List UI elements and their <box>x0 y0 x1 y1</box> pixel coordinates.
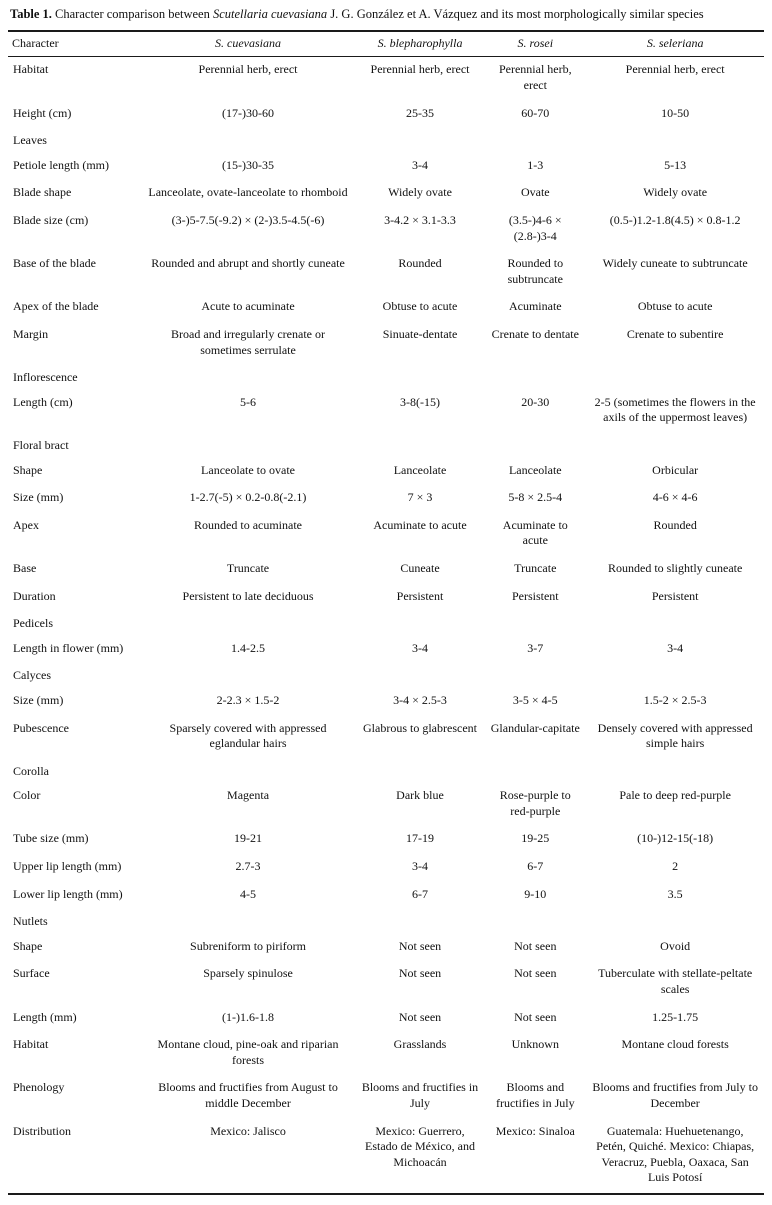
value-cell: Not seen <box>398 1009 442 1024</box>
value-cell: Rounded <box>398 256 442 271</box>
value-cell <box>484 909 586 934</box>
value-cell: (17-)30-60 <box>222 105 275 120</box>
value-cell: Sparsely spinulose <box>203 966 293 981</box>
table-row <box>8 961 764 1004</box>
table-row <box>8 294 764 322</box>
value-cell: Perennial herb, erect <box>625 62 725 77</box>
value-cell: Perennial herb, erect <box>498 62 572 93</box>
character-cell: Size (mm) <box>13 490 64 505</box>
table-row <box>8 101 764 129</box>
section-label-cell: Inflorescence <box>13 370 78 385</box>
value-cell: Acuminate to acute <box>373 517 467 532</box>
value-cell: 10-50 <box>661 105 690 120</box>
caption-text-after: J. G. González et A. Vázquez and its most morphologically similar species <box>327 7 704 21</box>
table-row <box>8 826 764 854</box>
table-row <box>8 485 764 513</box>
character-cell: Height (cm) <box>13 105 72 120</box>
value-cell: Pale to deep red-purple <box>619 788 731 803</box>
character-cell: Distribution <box>13 1123 72 1138</box>
value-cell: 3-4 × 2.5-3 <box>393 692 447 707</box>
value-cell: 4-6 × 4-6 <box>652 490 698 505</box>
table-caption <box>10 6 764 23</box>
table-row <box>8 153 764 181</box>
value-cell: 3.5 <box>667 886 683 901</box>
value-cell: 2 <box>672 859 679 874</box>
table-row <box>8 854 764 882</box>
value-cell: 1-2.7(-5) × 0.2-0.8(-2.1) <box>189 490 307 505</box>
value-cell: 7 × 3 <box>407 490 433 505</box>
header-species-seleriana: S. seleriana <box>586 31 764 57</box>
character-cell: Blade shape <box>13 185 72 200</box>
value-cell: 5-6 <box>240 394 257 409</box>
value-cell <box>356 759 485 784</box>
value-cell <box>586 128 764 153</box>
value-cell: Guatemala: Huehuetenango, Petén, Quiché. Mexico: Chiapas, Veracruz, Puebla, Oaxaca, San Luis Potosí <box>596 1123 755 1185</box>
value-cell: Not seen <box>398 938 442 953</box>
value-cell: 3-5 × 4-5 <box>512 692 558 707</box>
table-row <box>8 390 764 433</box>
value-cell <box>586 365 764 390</box>
value-cell: 3-4 <box>412 640 428 655</box>
character-cell: Tube size (mm) <box>13 831 89 846</box>
character-cell: Pubescence <box>13 720 69 735</box>
section-row <box>8 663 764 688</box>
value-cell: Crenate to dentate <box>491 327 579 341</box>
value-cell: Montane cloud, pine-oak and riparian forests <box>157 1037 339 1067</box>
character-cell: Apex of the blade <box>13 299 99 314</box>
value-cell: Subreniform to piriform <box>190 938 307 953</box>
comparison-table <box>8 30 764 1195</box>
table-row <box>8 556 764 584</box>
value-cell: Ovate <box>520 185 550 200</box>
table-row <box>8 251 764 294</box>
value-cell: Cuneate <box>400 560 440 575</box>
value-cell: Obtuse to acute <box>382 299 458 314</box>
character-cell: Surface <box>13 966 50 981</box>
table-body <box>8 57 764 1194</box>
value-cell: Mexico: Guerrero, Estado de México, and Michoacán <box>365 1123 475 1169</box>
section-label-cell: Leaves <box>13 133 47 148</box>
section-label-cell: Calyces <box>13 668 51 683</box>
value-cell: 3-4 <box>412 157 428 172</box>
character-cell: Color <box>13 788 41 803</box>
value-cell: Sparsely covered with appressed eglandular hairs <box>169 720 327 751</box>
value-cell: 6-7 <box>527 859 544 874</box>
value-cell: Not seen <box>514 938 557 953</box>
value-cell <box>586 433 764 458</box>
value-cell <box>140 365 355 390</box>
section-row <box>8 128 764 153</box>
caption-table-label: Table 1. <box>10 7 52 21</box>
value-cell: 3-4 <box>667 640 684 655</box>
table-row <box>8 716 764 759</box>
character-cell: Duration <box>13 588 56 603</box>
section-label-cell: Pedicels <box>13 616 53 631</box>
value-cell: Lanceolate to ovate <box>201 462 295 477</box>
value-cell: (1-)1.6-1.8 <box>222 1009 275 1024</box>
value-cell: 17-19 <box>406 831 434 846</box>
value-cell: Densely covered with appressed simple hairs <box>597 720 753 751</box>
character-cell: Upper lip length (mm) <box>13 859 122 874</box>
value-cell: Obtuse to acute <box>637 299 713 314</box>
value-cell: Montane cloud forests <box>621 1037 729 1052</box>
table-row <box>8 1032 764 1075</box>
value-cell: Acute to acuminate <box>201 299 295 314</box>
value-cell: 5-13 <box>664 157 687 172</box>
value-cell: 6-7 <box>412 886 428 901</box>
character-cell: Margin <box>13 327 49 341</box>
value-cell <box>356 365 485 390</box>
value-cell <box>356 128 485 153</box>
value-cell: (3.5-)4-6 × (2.8-)3-4 <box>508 213 562 243</box>
value-cell <box>140 433 355 458</box>
section-row <box>8 433 764 458</box>
header-row <box>8 31 764 57</box>
value-cell: Dark blue <box>396 788 444 803</box>
value-cell: Rounded to slightly cuneate <box>608 560 743 575</box>
value-cell: Acuminate <box>508 299 562 314</box>
value-cell <box>140 759 355 784</box>
value-cell <box>484 433 586 458</box>
character-cell: Size (mm) <box>13 692 64 707</box>
value-cell <box>586 663 764 688</box>
section-row <box>8 909 764 934</box>
value-cell: Glabrous to glabrescent <box>363 720 477 735</box>
header-character: Character <box>8 31 140 57</box>
value-cell: Perennial herb, erect <box>198 62 298 77</box>
section-label-cell: Nutlets <box>13 914 48 929</box>
value-cell: Lanceolate <box>508 462 562 477</box>
value-cell <box>484 663 586 688</box>
value-cell: Tuberculate with stellate-peltate scales <box>598 966 753 997</box>
section-label-cell: Floral bract <box>13 437 69 452</box>
value-cell: (3-)5-7.5(-9.2) × (2-)3.5-4.5(-6) <box>171 213 325 228</box>
header-species-rosei: S. rosei <box>484 31 586 57</box>
value-cell: Blooms and fructifies in July <box>361 1080 479 1110</box>
section-row <box>8 365 764 390</box>
table-row <box>8 1075 764 1118</box>
value-cell: Not seen <box>514 966 557 981</box>
section-label-cell: Corolla <box>13 763 49 778</box>
value-cell: 1.5-2 × 2.5-3 <box>643 692 707 707</box>
value-cell: Not seen <box>514 1009 557 1024</box>
value-cell: Persistent to late deciduous <box>182 588 314 603</box>
value-cell: Widely ovate <box>388 185 452 200</box>
value-cell: 4-5 <box>240 886 257 901</box>
value-cell: 3-4 <box>412 859 428 874</box>
value-cell <box>140 663 355 688</box>
character-cell: Length in flower (mm) <box>13 640 124 655</box>
value-cell: Widely cuneate to subtruncate <box>602 256 748 271</box>
character-cell: Apex <box>13 517 39 532</box>
table-row <box>8 882 764 910</box>
value-cell: 5-8 × 2.5-4 <box>508 490 563 505</box>
section-row <box>8 611 764 636</box>
value-cell: Blooms and fructifies in July <box>495 1080 575 1110</box>
value-cell: Truncate <box>514 560 557 575</box>
table-row <box>8 208 764 251</box>
character-cell: Length (mm) <box>13 1009 77 1024</box>
value-cell <box>484 759 586 784</box>
value-cell: Orbicular <box>652 462 699 477</box>
value-cell: 3-8(-15) <box>400 394 440 409</box>
value-cell: 19-21 <box>234 831 263 846</box>
value-cell: Rounded <box>653 517 697 532</box>
header-species-cuevasiana: S. cuevasiana <box>140 31 355 57</box>
character-cell: Habitat <box>13 62 49 77</box>
value-cell <box>484 611 586 636</box>
value-cell: Persistent <box>511 588 559 603</box>
value-cell: (15-)30-35 <box>222 157 275 172</box>
value-cell: Mexico: Sinaloa <box>495 1123 575 1138</box>
header-species-blepharophylla: S. blepharophylla <box>356 31 485 57</box>
table-header <box>8 31 764 57</box>
character-cell: Length (cm) <box>13 394 73 409</box>
table-row <box>8 636 764 664</box>
value-cell: Grasslands <box>393 1037 447 1052</box>
value-cell: Sinuate-dentate <box>382 327 458 341</box>
value-cell: Glandular-capitate <box>490 720 580 735</box>
value-cell: Persistent <box>396 588 444 603</box>
value-cell: Ovoid <box>660 938 691 953</box>
value-cell: Rose-purple to red-purple <box>499 788 571 818</box>
value-cell: Rounded to subtruncate <box>507 256 564 286</box>
value-cell: Acuminate to acute <box>502 517 568 548</box>
table-row <box>8 783 764 826</box>
value-cell: Blooms and fructifies from July to December <box>592 1080 758 1110</box>
value-cell: Rounded and abrupt and shortly cuneate <box>151 256 345 271</box>
value-cell <box>586 611 764 636</box>
caption-species-name: Scutellaria cuevasiana <box>212 7 328 21</box>
table-row <box>8 1005 764 1033</box>
table-row <box>8 688 764 716</box>
value-cell: Lanceolate, ovate-lanceolate to rhomboid <box>148 185 348 200</box>
value-cell: 60-70 <box>521 105 550 120</box>
value-cell: 3-7 <box>527 640 544 655</box>
table-row <box>8 57 764 101</box>
value-cell <box>484 128 586 153</box>
value-cell: (10-)12-15(-18) <box>637 831 714 846</box>
character-cell: Petiole length (mm) <box>13 157 109 172</box>
value-cell <box>356 663 485 688</box>
value-cell: Persistent <box>651 588 699 603</box>
value-cell: Unknown <box>511 1037 559 1052</box>
table-row <box>8 584 764 612</box>
value-cell: Blooms and fructifies from August to middle December <box>158 1080 338 1110</box>
value-cell: 2-2.3 × 1.5-2 <box>216 692 280 707</box>
value-cell <box>356 909 485 934</box>
value-cell: Lanceolate <box>393 462 447 477</box>
value-cell <box>356 611 485 636</box>
character-cell: Lower lip length (mm) <box>13 886 123 901</box>
value-cell: Truncate <box>226 560 270 575</box>
value-cell: (0.5-)1.2-1.8(4.5) × 0.8-1.2 <box>609 213 741 228</box>
value-cell: Broad and irregularly crenate or sometimes serrulate <box>171 327 325 357</box>
value-cell <box>140 909 355 934</box>
section-row <box>8 759 764 784</box>
value-cell: 3-4.2 × 3.1-3.3 <box>384 213 456 228</box>
value-cell: 9-10 <box>524 886 547 901</box>
caption-text-before: Character comparison between <box>51 7 213 21</box>
value-cell <box>356 433 485 458</box>
table-row <box>8 180 764 208</box>
value-cell: 19-25 <box>521 831 550 846</box>
value-cell: 2-5 (sometimes the flowers in the axils of the uppermost leaves) <box>594 394 756 425</box>
value-cell: 20-30 <box>521 394 550 409</box>
value-cell: Magenta <box>227 788 270 803</box>
table-row <box>8 1119 764 1194</box>
value-cell <box>140 128 355 153</box>
value-cell: Widely ovate <box>643 185 708 200</box>
value-cell <box>140 611 355 636</box>
value-cell: 1.25-1.75 <box>652 1009 699 1024</box>
value-cell: Mexico: Jalisco <box>210 1123 286 1138</box>
table-row <box>8 934 764 962</box>
table-row <box>8 322 764 365</box>
value-cell: Rounded to acuminate <box>194 517 303 532</box>
value-cell <box>586 909 764 934</box>
value-cell: 25-35 <box>406 105 434 120</box>
table-row <box>8 458 764 486</box>
character-cell: Habitat <box>13 1037 49 1052</box>
character-cell: Base of the blade <box>13 256 96 271</box>
value-cell: Crenate to subentire <box>626 327 724 341</box>
value-cell: Not seen <box>398 966 442 981</box>
character-cell: Shape <box>13 938 43 953</box>
character-cell: Base <box>13 560 37 575</box>
value-cell <box>586 759 764 784</box>
value-cell: 1.4-2.5 <box>231 640 266 655</box>
character-cell: Shape <box>13 462 43 477</box>
value-cell: 2.7-3 <box>235 859 261 874</box>
character-cell: Phenology <box>13 1080 65 1095</box>
value-cell: Perennial herb, erect <box>370 62 470 77</box>
value-cell <box>484 365 586 390</box>
value-cell: 1-3 <box>527 157 544 172</box>
table-row <box>8 513 764 556</box>
character-cell: Blade size (cm) <box>13 213 89 228</box>
